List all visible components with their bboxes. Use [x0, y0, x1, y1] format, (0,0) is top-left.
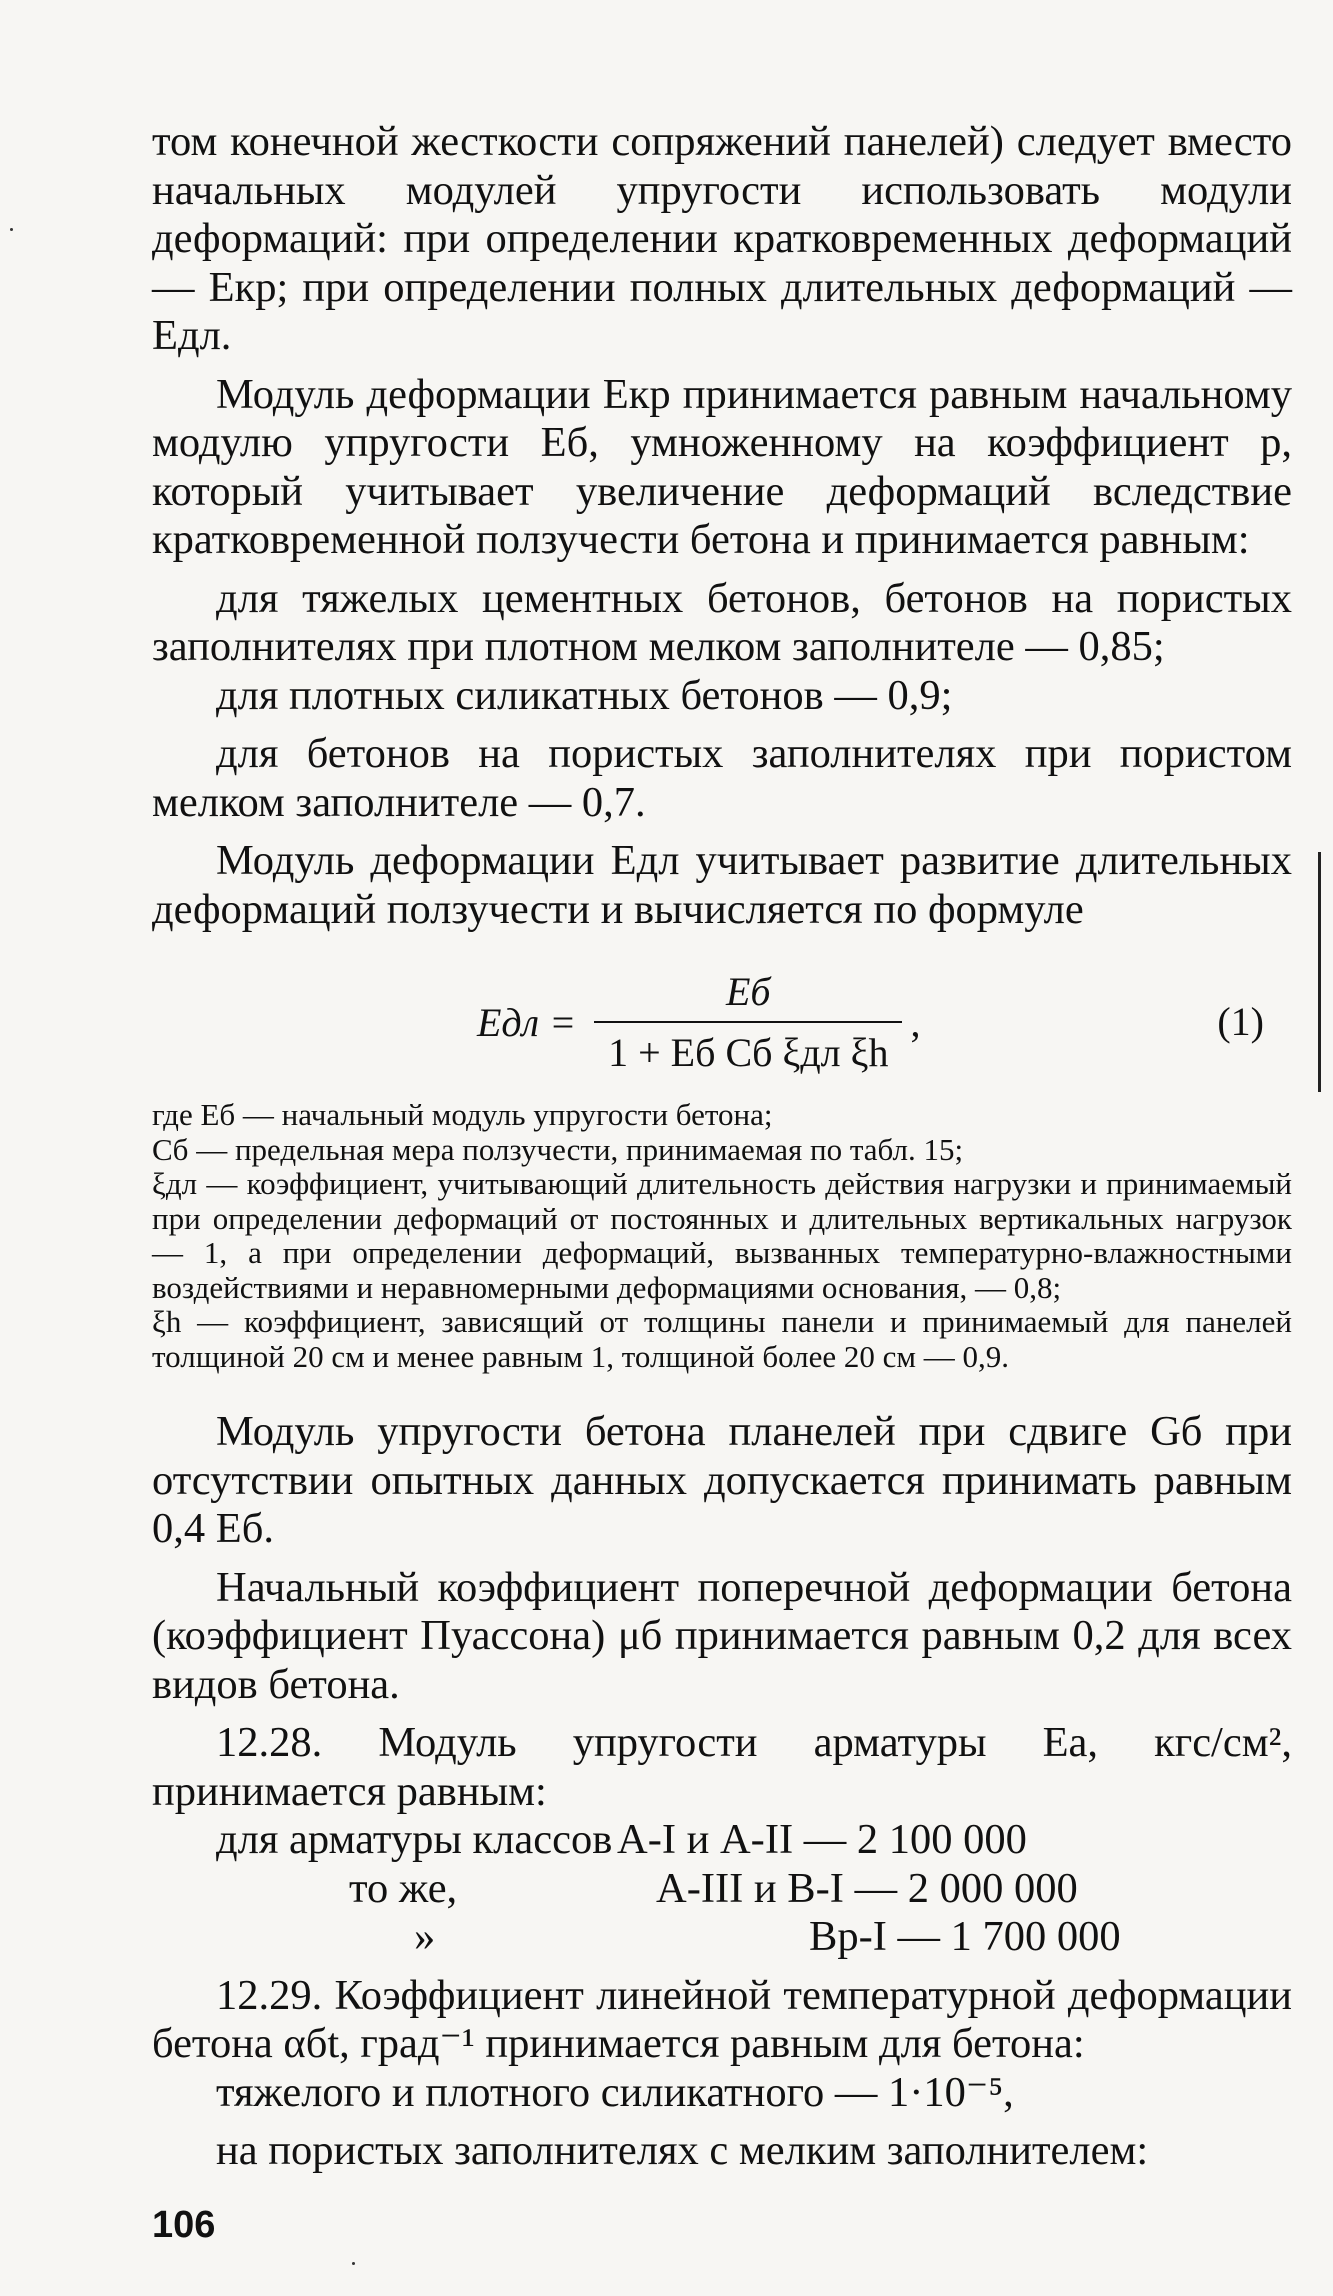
paragraph-10: 12.29. Коэффициент линейной температурной деформации бетона αбt, град⁻¹ принимается равным для бетона: [152, 1971, 1292, 2067]
definition-e-b: где Eб — начальный модуль упругости бетона; [152, 1097, 773, 1132]
paragraph-4: для плотных силикатных бетонов — 0,9; [216, 671, 953, 719]
paragraph-9: 12.28. Модуль упругости арматуры Eа, кгс/см², принимается равным: [152, 1719, 1292, 1815]
definition-c-b: Cб — предельная мера ползучести, принимаемая по табл. 15; [152, 1131, 964, 1167]
formula-numerator: Eб [726, 969, 771, 1014]
paragraph-2: Модуль деформации Eкр принимается равным начальному модулю упругости Eб, умноженному на коэффициент p, который учитывает увеличение деформаций вследствие кратковременной ползучести бетона и принимается равным: [152, 370, 1292, 563]
rebar-row [152, 1865, 1292, 1914]
page-content [152, 118, 1292, 2176]
rebar-row [152, 1816, 1292, 1865]
rebar-row-label: для арматуры классов [216, 1816, 613, 1863]
equation-number: (1) [1217, 999, 1264, 1044]
rebar-row-value: Вр-I — 1 700 000 [809, 1913, 1121, 1960]
paragraph-8: Начальный коэффициент поперечной деформации бетона (коэффициент Пуассона) μб принимается равным 0,2 для всех видов бетона. [152, 1563, 1292, 1708]
scan-speck [10, 228, 13, 231]
paragraph-3: для тяжелых цементных бетонов, бетонов на пористых заполнителях при плотном мелком заполнителе — 0,85; [152, 574, 1292, 670]
formula-comma: , [910, 999, 921, 1045]
paragraph-7: Модуль упругости бетона планелей при сдвиге Gб при отсутствии опытных данных допускается принимать равным 0,4 Eб. [152, 1408, 1292, 1552]
formula [477, 958, 920, 1086]
rebar-row-label: » [414, 1913, 436, 1960]
formula-block [152, 958, 1292, 1086]
formula-fraction [594, 968, 902, 1076]
paragraph-6: Модуль деформации Eдл учитывает развитие длительных деформаций ползучести и вычисляется по формуле [152, 837, 1292, 933]
rebar-row [152, 1913, 1292, 1962]
paragraph-11: тяжелого и плотного силикатного — 1·10⁻⁵, [216, 2068, 1014, 2116]
rebar-row-label: то же, [349, 1864, 458, 1912]
formula-denominator: 1 + Eб Cб ξдл ξh [594, 1021, 902, 1076]
definition-xi-dl: ξдл — коэффициент, учитывающий длительность действия нагрузки и принимаемый при определении деформаций от постоянных и длительных вертикальных нагрузок — 1, а при определении деформаций, вызванных температурно-влажностными воздействиями и неравномерными деформациями основания, — 0,8; [152, 1166, 1292, 1305]
paragraph-1: том конечной жесткости сопряжений панелей) следует вместо начальных модулей упругости использовать модули деформаций: при определении кратковременных деформаций — Eкр; при определении полных длительных деформаций — Eдл. [152, 118, 1292, 359]
paragraph-5: для бетонов на пористых заполнителях при пористом мелком заполнителе — 0,7. [152, 730, 1292, 826]
definitions-list [152, 1098, 1292, 1374]
scan-speck [352, 2262, 355, 2265]
margin-mark [1318, 852, 1321, 1092]
page-number: 106 [152, 2204, 216, 2246]
formula-lhs: Eдл = [477, 999, 577, 1045]
paragraph-12: на пористых заполнителях с мелким заполнителем: [216, 2127, 1149, 2174]
rebar-modulus-table [152, 1816, 1292, 1962]
definition-xi-h: ξh — коэффициент, зависящий от толщины панели и принимаемый для панелей толщиной 20 см и менее равным 1, толщиной более 20 см — 0,9. [152, 1304, 1292, 1374]
rebar-row-value: А-III и В-I — 2 000 000 [656, 1864, 1078, 1912]
rebar-row-value: А-I и А-II — 2 100 000 [617, 1816, 1027, 1863]
